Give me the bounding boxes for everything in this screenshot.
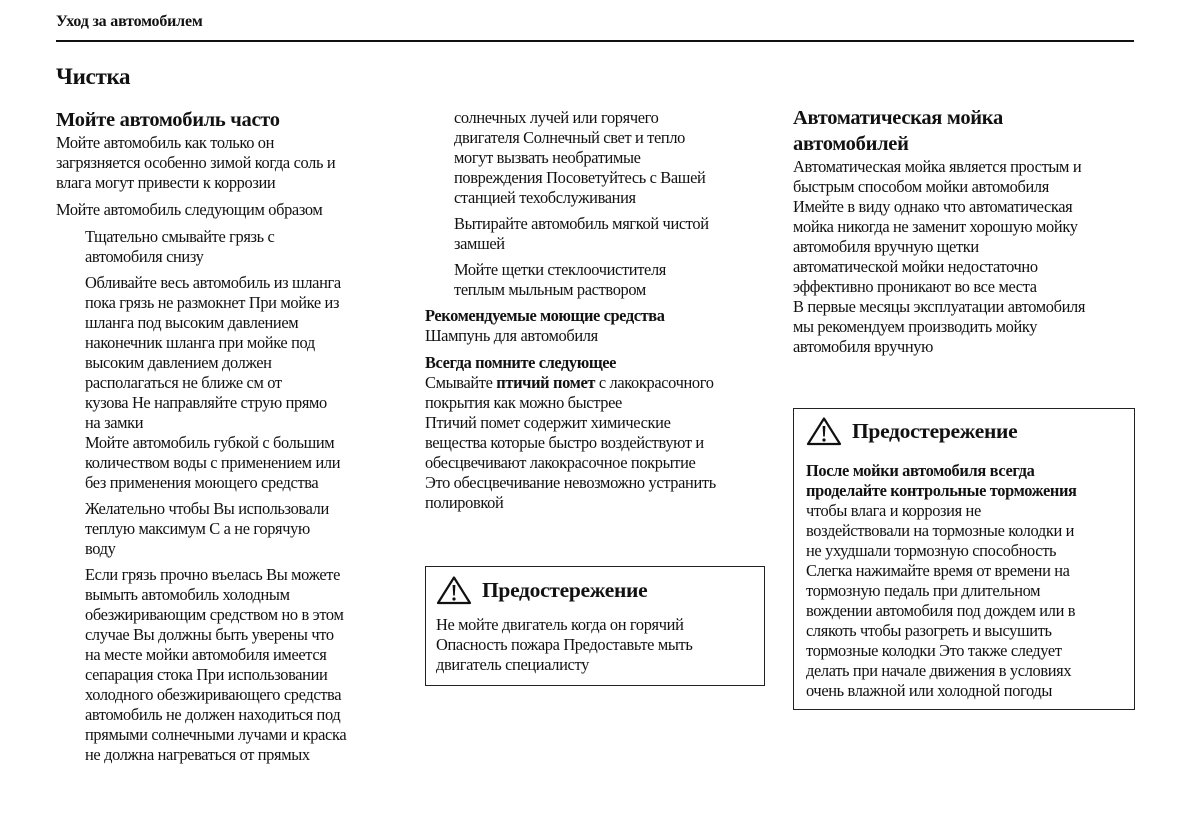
paragraph-wash-when-dirty: Мойте автомобиль как только он загрязняется особенно зимой когда соль и влага могут привести к коррозии — [56, 133, 336, 192]
running-header: Уход за автомобилем — [56, 13, 203, 30]
warning-title: Предостережение — [852, 419, 1018, 443]
heading-recommended-products: Рекомендуемые моющие средства — [425, 306, 665, 325]
warning-text: Не мойте двигатель когда он горячий Опасность пожара Предоставьте мыть двигатель специалисту — [436, 615, 693, 674]
list-item-hose-pressure: Обливайте весь автомобиль из шланга пока грязь не размокнет При мойке из шланга под высоким давлением наконечник шланга при мойке под высоким давлением должен располагаться не ближе см от кузова Не направляйте струю прямо на замки — [85, 273, 341, 432]
warning-box-brakes — [793, 408, 1135, 710]
paragraph-automatic-wash: Автоматическая мойка является простым и быстрым способом мойки автомобиля Имейте в виду однако что автоматическая мойка никогда не заменит хорошую мойку автомобиля вручную щетки автоматической мойки недостаточно эффективно проникают во все места В первые месяцы эксплуатации автомобиля мы рекомендуем производить мойку автомобиля вручную — [793, 157, 1086, 356]
list-item-sponge: Мойте автомобиль губкой с большим количеством воды с применением или без применения моющего средства — [85, 433, 341, 492]
heading-wash-often: Мойте автомобиль часто — [56, 109, 280, 131]
list-item-wiper-blades: Мойте щетки стеклоочистителя теплым мыльным раствором — [454, 260, 666, 299]
warning-box-engine — [425, 566, 765, 686]
list-item-rinse-underside: Тщательно смывайте грязь с автомобиля снизу — [85, 227, 275, 266]
list-item-degreaser-continued: солнечных лучей или горячего двигателя Солнечный свет и тепло могут вызвать необратимые повреждения Посоветуйтесь с Вашей станцией техобслуживания — [454, 108, 706, 207]
column-2 — [425, 108, 770, 513]
warning-text: После мойки автомобиля всегда проделайте контрольные торможения чтобы влага и коррозия не воздействовали на тормозные колодки и не ухудшали тормозную способность Слегка нажимайте время от времени на тормозную педаль при длительном вождении автомобиля под дождем или в слякоть чтобы разогреть и высушить тормозные колодки Это также следует делать при начале движения в условиях очень влажной или холодной погоды — [806, 461, 1077, 700]
list-item-degreaser: Если грязь прочно въелась Вы можете вымыть автомобиль холодным обезжиривающим средством но в этом случае Вы должны быть уверены что на месте мойки автомобиля имеется сепарация стока При использовании холодного обезжиривающего средства автомобиль не должен находиться под прямыми солнечными лучами и краска не должна нагреваться от прямых — [85, 565, 347, 764]
column-1 — [56, 107, 406, 765]
header-rule — [56, 40, 1134, 42]
paragraph-wash-procedure: Мойте автомобиль следующим образом — [56, 200, 323, 219]
heading-always-remember: Всегда помните следующее — [425, 353, 617, 372]
warning-header — [806, 416, 1122, 446]
list-item-chamois: Вытирайте автомобиль мягкой чистой замшей — [454, 214, 709, 253]
warning-triangle-icon — [436, 575, 472, 605]
list-item-warm-water: Желательно чтобы Вы использовали теплую максимум С а не горячую воду — [85, 499, 329, 558]
emphasis-bird-droppings: птичий помет — [496, 373, 596, 392]
column-3 — [793, 105, 1138, 357]
warning-title: Предостережение — [482, 578, 648, 602]
heading-automatic-wash: Автоматическая мойка автомобилей — [793, 107, 1003, 155]
text-car-shampoo: Шампунь для автомобиля — [425, 326, 598, 345]
section-title: Чистка — [56, 64, 131, 89]
warning-header — [436, 576, 754, 604]
paragraph-bird-droppings: Смывайте птичий помет с лакокрасочного покрытия как можно быстрее Птичий помет содержит химические вещества которые быстро воздействуют и обесцвечивают лакокрасочное покрытие Это обесцвечивание невозможно устранить полировкой — [425, 373, 716, 512]
warning-triangle-icon — [806, 416, 842, 446]
